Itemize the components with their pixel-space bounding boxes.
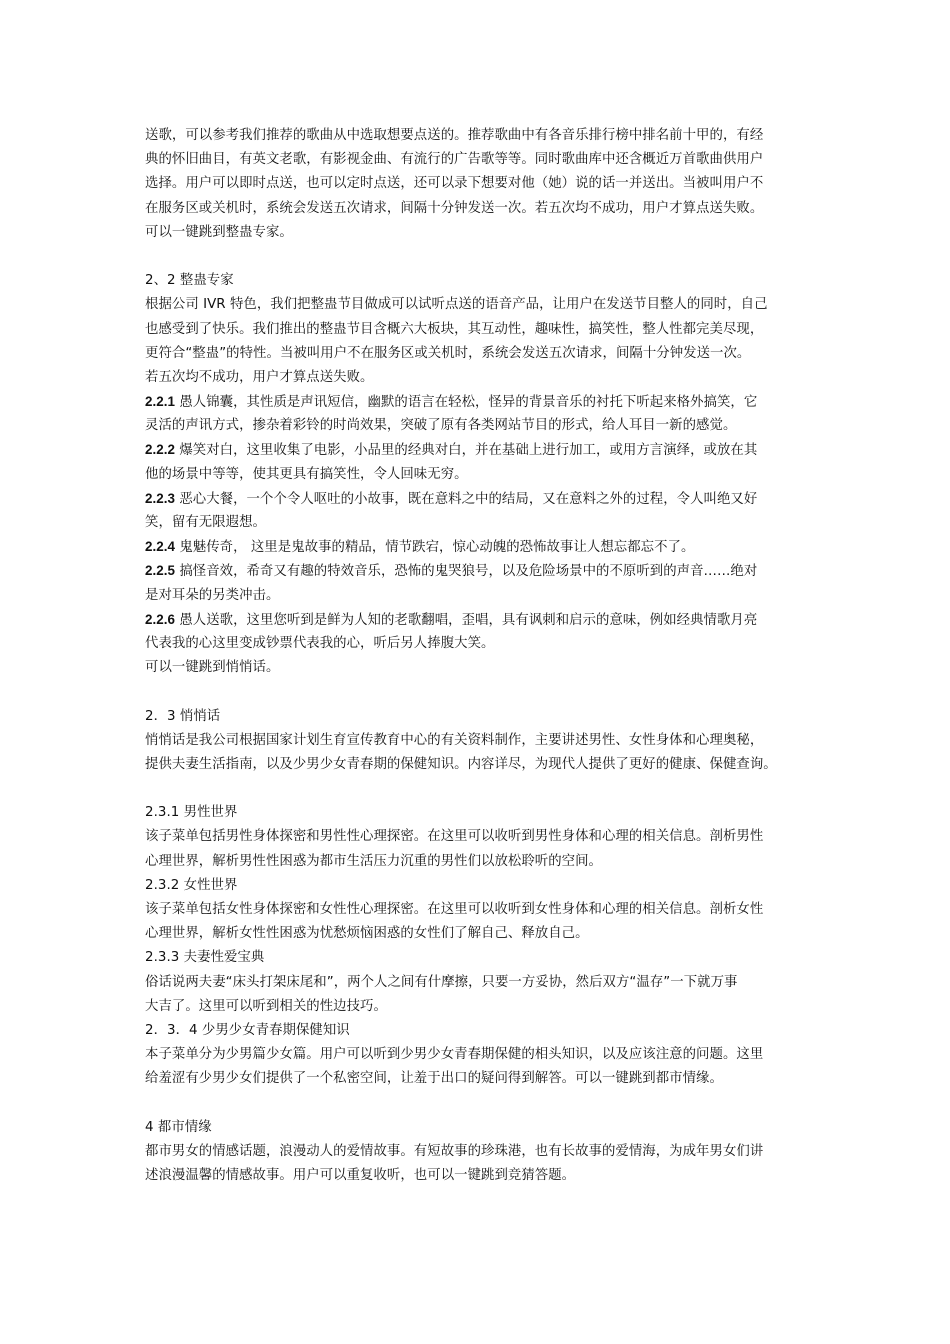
text-line: 心理世界，解析女性性困惑为忧愁烦恼困惑的女性们了解自己、释放自己。 bbox=[145, 926, 589, 942]
text-line: 代表我的心这里变成钞票代表我的心，听后另人捧腹大笑。 bbox=[145, 635, 495, 651]
section-heading-2-3-4: 2．3．4 少男少女青春期保健知识 bbox=[145, 1022, 350, 1038]
text-line: 述浪漫温馨的情感故事。用户可以重复收听，也可以一键跳到竞猜答题。 bbox=[145, 1168, 576, 1184]
text-line: 悄悄话是我公司根据国家计划生育宣传教育中心的有关资料制作，主要讲述男性、女性身体和心理奥秘， bbox=[145, 732, 764, 748]
item-text: 愚人送歌，这里您听到是鲜为人知的老歌翻唱，歪唱，具有讽刺和启示的意味，例如经典情歌月亮 bbox=[179, 612, 758, 628]
text-line: 灵活的声讯方式，掺杂着彩铃的时尚效果，突破了原有各类网站节目的形式，给人耳目一新的感觉。 bbox=[145, 418, 737, 434]
document-body bbox=[145, 124, 825, 1188]
spacer bbox=[145, 245, 825, 269]
text-line: 都市男女的情感话题，浪漫动人的爱情故事。有短故事的珍珠港，也有长故事的爱情海，为成年男女们讲 bbox=[145, 1143, 764, 1159]
item-number: 2.2.1 bbox=[145, 394, 176, 410]
section-heading-4: 4 都市情缘 bbox=[145, 1119, 212, 1135]
text-line: 该子菜单包括男性身体探密和男性性心理探密。在这里可以收听到男性身体和心理的相关信息。剖析男性 bbox=[145, 829, 764, 845]
text-line: 本子菜单分为少男篇少女篇。用户可以听到少男少女青春期保健的相头知识，以及应该注意的问题。这里 bbox=[145, 1047, 764, 1063]
text-line: 他的场景中等等，使其更具有搞笑性，令人回味无穷。 bbox=[145, 466, 468, 482]
spacer bbox=[145, 680, 825, 704]
section-heading-2-3-2: 2.3.2 女性世界 bbox=[145, 877, 238, 893]
item-text: 愚人锦囊，其性质是声讯短信，幽默的语言在轻松，怪异的背景音乐的衬托下听起来格外搞笑，它 bbox=[179, 395, 758, 411]
item-number: 2.2.6 bbox=[145, 611, 176, 627]
section-heading-2-3-3: 2.3.3 夫妻性爱宝典 bbox=[145, 950, 265, 966]
text-line: 若五次均不成功，用户才算点送失败。 bbox=[145, 369, 374, 385]
item-text: 爆笑对白，这里收集了电影，小品里的经典对白，并在基础上进行加工，或用方言演绎，或放在其 bbox=[179, 443, 758, 459]
text-line: 可以一键跳到悄悄话。 bbox=[145, 660, 280, 676]
spacer bbox=[145, 777, 825, 801]
item-2-2-5 bbox=[145, 559, 825, 583]
item-number: 2.2.4 bbox=[145, 539, 176, 555]
text-line: 根据公司 IVR 特色，我们把整蛊节目做成可以试听点送的语音产品，让用户在发送节目整人的同时，自己 bbox=[145, 297, 768, 313]
text-line: 可以一键跳到整蛊专家。 bbox=[145, 224, 293, 240]
text-line: 俗话说两夫妻“床头打架床尾和”，两个人之间有什摩擦，只要一方妥协，然后双方“温存”一下就万事 bbox=[145, 974, 738, 990]
text-line: 也感受到了快乐。我们推出的整蛊节目含概六大板块，其互动性，趣味性，搞笑性，整人性都完美尽现， bbox=[145, 321, 764, 337]
text-line: 选择。用户可以即时点送，也可以定时点送，还可以录下想要对他（她）说的话一并送出。当被叫用户不 bbox=[145, 176, 764, 192]
item-text: 鬼魅传奇， 这里是鬼故事的精品，情节跌宕，惊心动魄的恐怖故事让人想忘都忘不了。 bbox=[179, 540, 695, 556]
text-line: 在服务区或关机时，系统会发送五次请求，间隔十分钟发送一次。若五次均不成功，用户才算点送失败。 bbox=[145, 200, 764, 216]
item-2-2-2 bbox=[145, 438, 825, 462]
item-2-2-3 bbox=[145, 487, 825, 511]
item-number: 2.2.3 bbox=[145, 490, 176, 506]
text-line: 该子菜单包括女性身体探密和女性性心理探密。在这里可以收听到女性身体和心理的相关信息。剖析女性 bbox=[145, 902, 764, 917]
section-heading-2-3-1: 2.3.1 男性世界 bbox=[145, 805, 238, 821]
item-text: 搞怪音效，希奇又有趣的特效音乐，恐怖的鬼哭狼号，以及危险场景中的不原听到的声音……绝对 bbox=[179, 564, 758, 580]
text-line: 是对耳朵的另类冲击。 bbox=[145, 587, 280, 603]
item-text: 恶心大餐，一个个令人呕吐的小故事，既在意料之中的结局，又在意料之外的过程，令人叫绝又好 bbox=[179, 491, 758, 507]
text-line: 送歌，可以参考我们推荐的歌曲从中选取想要点送的。推荐歌曲中有各音乐排行榜中排名前十甲的，有经 bbox=[145, 128, 764, 143]
item-2-2-6 bbox=[145, 608, 825, 632]
text-line: 笑，留有无限遐想。 bbox=[145, 515, 266, 530]
item-2-2-1 bbox=[145, 390, 825, 414]
section-heading-2-3: 2．3 悄悄话 bbox=[145, 708, 221, 724]
text-line: 大吉了。这里可以听到相关的性边技巧。 bbox=[145, 998, 387, 1014]
text-line: 心理世界，解析男性性困惑为都市生活压力沉重的男性们以放松聆听的空间。 bbox=[145, 853, 602, 869]
item-2-2-4 bbox=[145, 535, 825, 559]
spacer bbox=[145, 1092, 825, 1116]
text-line: 给羞涩有少男少女们提供了一个私密空间，让羞于出口的疑问得到解答。可以一键跳到都市情缘。 bbox=[145, 1071, 723, 1087]
item-number: 2.2.2 bbox=[145, 442, 176, 458]
text-line: 典的怀旧曲目，有英文老歌，有影视金曲、有流行的广告歌等等。同时歌曲库中还含概近万首歌曲供用户 bbox=[145, 152, 764, 168]
section-heading-2-2: 2、2 整蛊专家 bbox=[145, 273, 234, 289]
text-line: 更符合“整蛊”的特性。当被叫用户不在服务区或关机时，系统会发送五次请求，间隔十分钟发送一次。 bbox=[145, 345, 751, 361]
item-number: 2.2.5 bbox=[145, 563, 176, 579]
text-line: 提供夫妻生活指南，以及少男少女青春期的保健知识。内容详尽，为现代人提供了更好的健康、保健查询。 bbox=[145, 756, 777, 772]
